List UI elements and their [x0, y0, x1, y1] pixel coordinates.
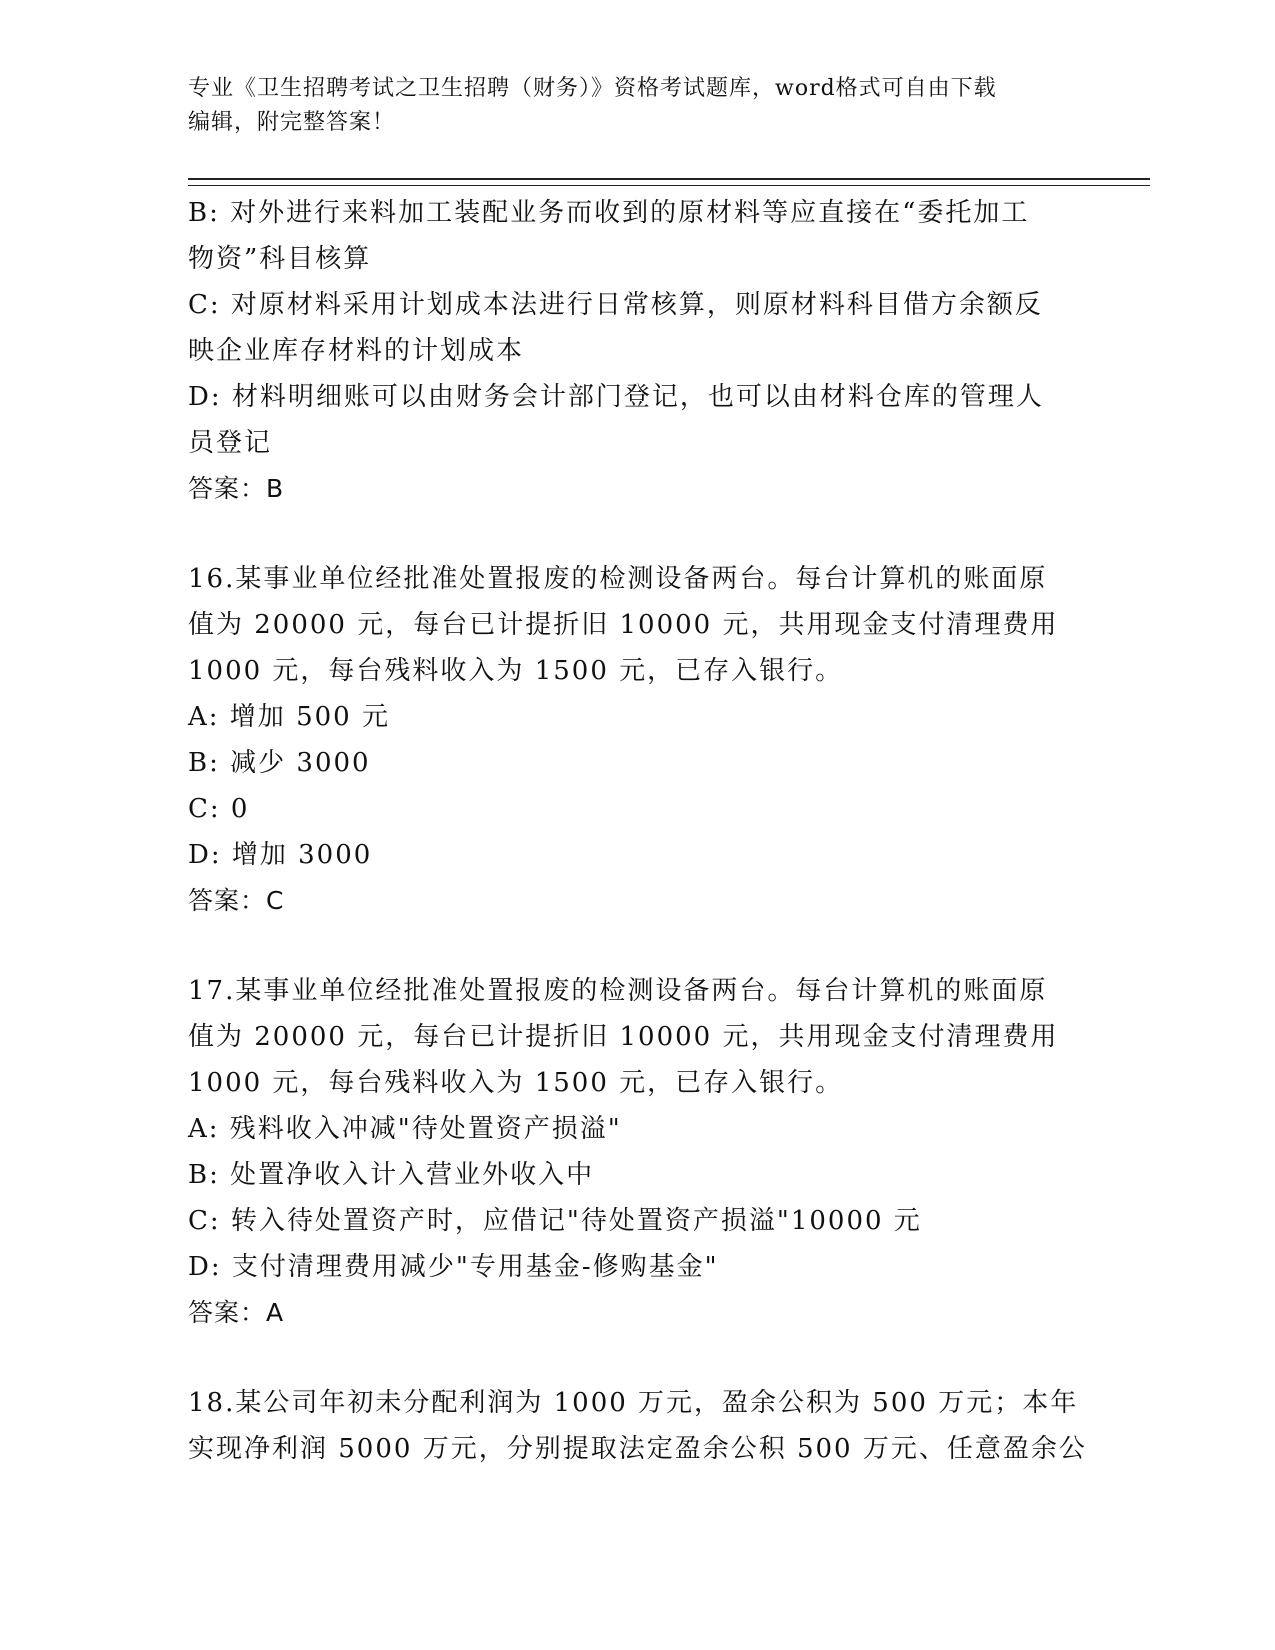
question-stem-line: 1000 元，每台残料收入为 1500 元，已存入银行。	[188, 1068, 844, 1098]
question-18	[188, 1380, 1087, 1472]
option-b: B: 处置净收入计入营业外收入中	[188, 1160, 595, 1190]
question-stem-line: 18.某公司年初未分配利润为 1000 万元，盈余公积为 500 万元；本年	[188, 1388, 1079, 1418]
option-a: A: 残料收入冲减"待处置资产损溢"	[188, 1114, 622, 1144]
option-c-line-2: 映企业库存材料的计划成本	[188, 336, 525, 366]
option-c: C: 转入待处置资产时，应借记"待处置资产损溢"10000 元	[188, 1206, 922, 1236]
question-16	[188, 556, 1078, 924]
question-stem-line: 1000 元，每台残料收入为 1500 元，已存入银行。	[188, 656, 844, 686]
spacer	[188, 512, 1078, 556]
option-c: C: 0	[188, 794, 250, 824]
option-d-line-2: 员登记	[188, 428, 273, 458]
question-content	[188, 190, 1087, 1472]
question-stem-line: 17.某事业单位经批准处置报废的检测设备两台。每台计算机的账面原	[188, 976, 1048, 1006]
option-b-line-2: 物资”科目核算	[188, 244, 372, 274]
page-header	[188, 72, 1088, 140]
question-17	[188, 968, 1078, 1336]
header-line-2: 编辑，附完整答案！	[188, 110, 396, 135]
previous-question-tail	[188, 190, 1078, 512]
answer-line: 答案：B	[188, 474, 285, 503]
option-d: D: 支付清理费用减少"专用基金-修购基金"	[188, 1252, 719, 1282]
option-c-line-1: C: 对原材料采用计划成本法进行日常核算，则原材料科目借方余额反	[188, 290, 1043, 320]
question-stem-line: 实现净利润 5000 万元，分别提取法定盈余公积 500 万元、任意盈余公	[188, 1434, 1087, 1464]
option-a: A: 增加 500 元	[188, 702, 390, 732]
answer-line: 答案：A	[188, 1298, 285, 1327]
option-b: B: 减少 3000	[188, 748, 371, 778]
answer-line: 答案：C	[188, 886, 285, 915]
question-stem-line: 值为 20000 元，每台已计提折旧 10000 元，共用现金支付清理费用	[188, 610, 1059, 640]
option-d: D: 增加 3000	[188, 840, 373, 870]
question-stem-line: 16.某事业单位经批准处置报废的检测设备两台。每台计算机的账面原	[188, 564, 1048, 594]
question-stem-line: 值为 20000 元，每台已计提折旧 10000 元，共用现金支付清理费用	[188, 1022, 1059, 1052]
option-d-line-1: D: 材料明细账可以由财务会计部门登记，也可以由材料仓库的管理人	[188, 382, 1044, 412]
header-divider	[188, 178, 1150, 186]
header-line-1: 专业《卫生招聘考试之卫生招聘（财务）》资格考试题库，word格式可自由下载	[188, 76, 997, 101]
spacer	[188, 1336, 1078, 1380]
option-b-line-1: B: 对外进行来料加工装配业务而收到的原材料等应直接在“委托加工	[188, 198, 1030, 228]
spacer	[188, 924, 1078, 968]
